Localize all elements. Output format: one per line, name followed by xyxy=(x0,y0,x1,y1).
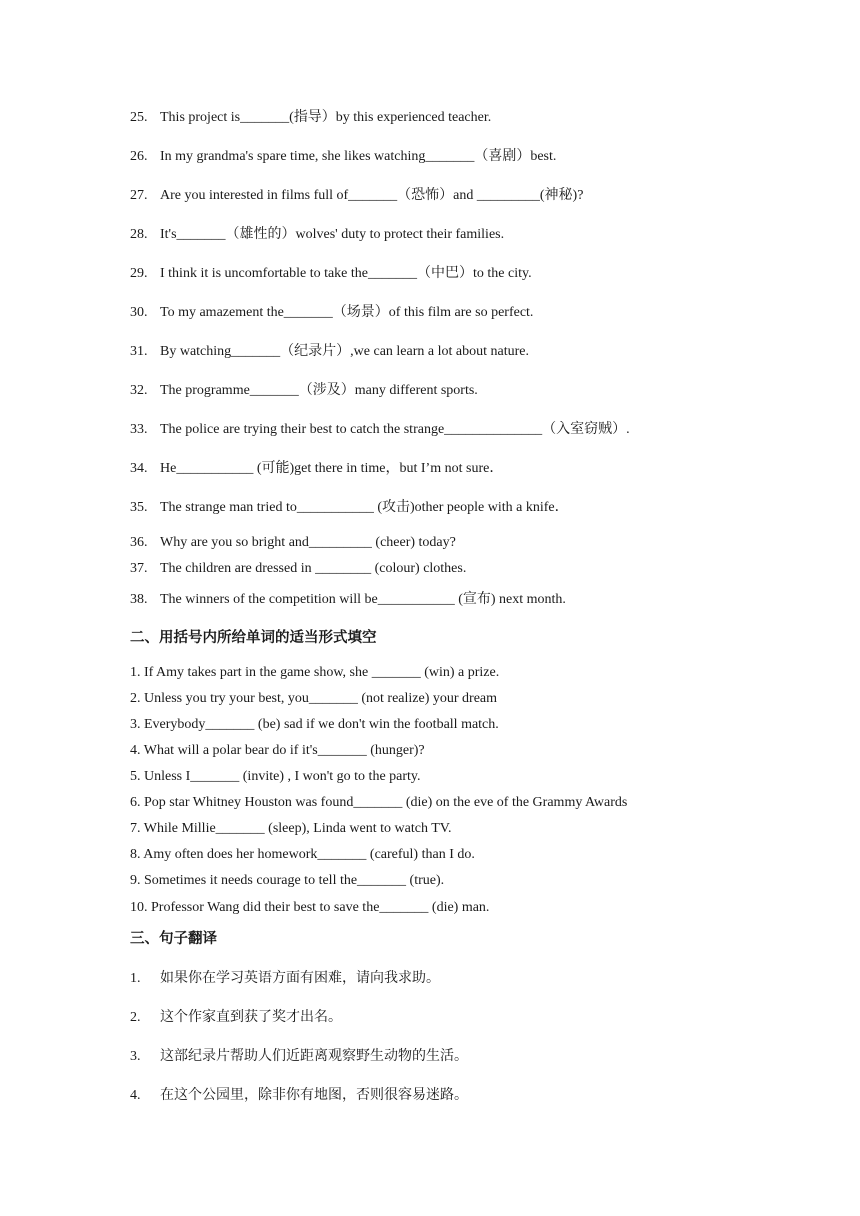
question-number: 37. xyxy=(130,561,148,576)
translation-item-3 xyxy=(130,1047,468,1066)
question-text: Why are you so bright and_________ (cheer) today? xyxy=(160,535,456,550)
question-number: 26. xyxy=(130,149,148,164)
question-34 xyxy=(130,460,503,478)
fill-item-4: 4. What will a polar bear do if it's_______ (hunger)? xyxy=(130,743,425,758)
item-text: 如果你在学习英语方面有困难，请向我求助。 xyxy=(160,970,440,986)
item-number: 2. xyxy=(130,1010,141,1025)
question-text: This project is_______(指导）by this experienced teacher. xyxy=(160,110,492,125)
question-28 xyxy=(130,226,504,244)
question-number: 35. xyxy=(130,500,148,515)
fill-item-1: 1. If Amy takes part in the game show, she _______ (win) a prize. xyxy=(130,665,500,680)
question-text: In my grandma's spare time, she likes watching_______（喜剧）best. xyxy=(160,149,557,164)
item-text: 这部纪录片帮助人们近距离观察野生动物的生活。 xyxy=(160,1048,468,1064)
question-text: To my amazement the_______（场景）of this film are so perfect. xyxy=(160,305,534,320)
question-text: The police are trying their best to catch the strange______________（入室窃贼）. xyxy=(160,422,630,437)
item-number: 3. xyxy=(130,1049,141,1064)
question-text: The programme_______（涉及）many different sports. xyxy=(160,383,478,398)
question-32 xyxy=(130,382,478,400)
fill-item-8: 8. Amy often does her homework_______ (careful) than I do. xyxy=(130,847,475,862)
question-text: He___________ (可能)get there in time，but I’m not sure． xyxy=(160,461,504,476)
fill-item-2: 2. Unless you try your best, you_______ (not realize) your dream xyxy=(130,691,498,706)
question-29 xyxy=(130,265,532,283)
translation-item-1 xyxy=(130,969,440,988)
fill-item-5: 5. Unless I_______ (invite) , I won't go to the party. xyxy=(130,769,421,784)
item-text: 这个作家直到获了奖才出名。 xyxy=(160,1009,342,1025)
item-text: 在这个公园里，除非你有地图，否则很容易迷路。 xyxy=(160,1087,468,1103)
section-2-title: 二、用括号内所给单词的适当形式填空 xyxy=(130,630,377,646)
question-number: 32. xyxy=(130,383,148,398)
question-text: It's_______（雄性的）wolves' duty to protect their families. xyxy=(160,227,505,242)
question-number: 30. xyxy=(130,305,148,320)
question-text: The winners of the competition will be___________ (宣布) next month. xyxy=(160,592,566,607)
question-38 xyxy=(130,591,566,609)
section-3-title: 三、句子翻译 xyxy=(130,931,217,947)
question-30 xyxy=(130,304,533,322)
fill-item-10: 10. Professor Wang did their best to save the_______ (die) man. xyxy=(130,900,490,915)
question-text: The strange man tried to___________ (攻击)other people with a knife． xyxy=(160,500,569,515)
question-31 xyxy=(130,343,529,361)
question-number: 38. xyxy=(130,592,148,607)
item-number: 1. xyxy=(130,971,141,986)
translation-item-2 xyxy=(130,1008,342,1027)
question-number: 28. xyxy=(130,227,148,242)
question-27 xyxy=(130,187,583,205)
fill-item-7: 7. While Millie_______ (sleep), Linda went to watch TV. xyxy=(130,821,452,836)
question-text: Are you interested in films full of_______（恐怖）and _________(神秘)? xyxy=(160,188,584,203)
question-number: 25. xyxy=(130,110,148,125)
fill-item-6: 6. Pop star Whitney Houston was found_______ (die) on the eve of the Grammy Awards xyxy=(130,795,628,810)
question-26 xyxy=(130,148,556,166)
question-33 xyxy=(130,421,630,439)
question-number: 36. xyxy=(130,535,148,550)
question-number: 27. xyxy=(130,188,148,203)
question-number: 29. xyxy=(130,266,148,281)
question-text: The children are dressed in ________ (colour) clothes. xyxy=(160,561,467,576)
question-36 xyxy=(130,534,456,552)
translation-item-4 xyxy=(130,1086,468,1105)
question-number: 33. xyxy=(130,422,148,437)
question-37 xyxy=(130,560,466,578)
item-number: 4. xyxy=(130,1088,141,1103)
question-number: 34. xyxy=(130,461,148,476)
question-number: 31. xyxy=(130,344,148,359)
question-text: By watching_______（纪录片）,we can learn a lot about nature. xyxy=(160,344,529,359)
fill-item-9: 9. Sometimes it needs courage to tell the_______ (true). xyxy=(130,873,445,888)
question-25 xyxy=(130,109,491,127)
fill-item-3: 3. Everybody_______ (be) sad if we don't win the football match. xyxy=(130,717,499,732)
question-text: I think it is uncomfortable to take the_______（中巴）to the city. xyxy=(160,266,532,281)
question-35 xyxy=(130,499,569,517)
